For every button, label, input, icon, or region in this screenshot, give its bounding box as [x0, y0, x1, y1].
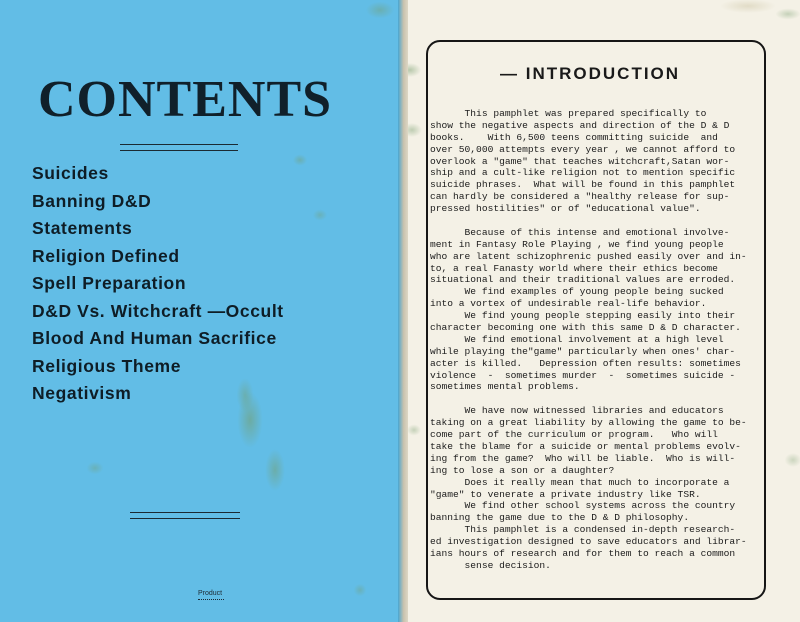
introduction-line: situational and their traditional values are erroded.	[430, 274, 736, 286]
contents-item: D&D Vs. Witchcraft —Occult	[32, 300, 284, 321]
introduction-body	[430, 108, 764, 572]
introduction-line: who are latent schizophrenic pushed easily over and in-	[430, 250, 747, 262]
introduction-line: sometimes mental problems.	[430, 381, 580, 393]
introduction-line: This pamphlet was prepared specifically to	[430, 108, 707, 119]
introduction-line: sense decision.	[430, 559, 551, 571]
paragraph-gap	[430, 215, 764, 227]
introduction-line: "game" to venerate a private industry like TSR.	[430, 488, 701, 500]
contents-list	[32, 160, 392, 408]
introduction-line: while playing the"game" particularly when ones' char-	[430, 345, 736, 357]
introduction-line: into a vortex of undesirable real-life behavior.	[430, 298, 707, 310]
introduction-line: books. With 6,500 teens committing suicide and	[430, 131, 718, 143]
contents-item: Religion Defined	[32, 245, 180, 266]
introduction-line: suicide phrases. What will be found in this pamphlet	[430, 179, 736, 191]
introduction-line: show the negative aspects and direction of the D & D	[430, 119, 730, 131]
contents-item: Religious Theme	[32, 355, 182, 376]
introduction-line: overlook a "game" that teaches witchcraft,Satan wor-	[430, 155, 730, 167]
product-mark-underline	[198, 599, 224, 602]
contents-title: CONTENTS	[38, 71, 333, 128]
contents-item: Negativism	[32, 383, 132, 403]
introduction-line: ship and a cult-like religion not to mention specific	[430, 167, 736, 179]
product-mark-label: Product	[198, 590, 223, 597]
introduction-line: We have now witnessed libraries and educators	[430, 405, 724, 417]
introduction-line: ment in Fantasy Role Playing , we find young people	[430, 238, 724, 250]
introduction-line: violence - sometimes murder - sometimes suicide -	[430, 369, 736, 381]
contents-item: Suicides	[32, 163, 109, 183]
introduction-line: come part of the curriculum or program. Who will	[430, 429, 718, 441]
contents-item: Spell Preparation	[32, 273, 187, 293]
contents-item: Statements	[32, 218, 133, 238]
introduction-line: acter is killed. Depression often results: sometimes	[430, 357, 741, 369]
title-divider	[120, 144, 238, 151]
introduction-line: to, a real Fanasty world where their ethics become	[430, 262, 718, 274]
product-mark	[198, 590, 224, 602]
introduction-line: This pamphlet is a condensed in-depth research-	[430, 524, 736, 536]
contents-item: Banning D&D	[32, 190, 152, 211]
introduction-line: banning the game due to the D & D philosophy.	[430, 512, 690, 524]
introduction-line: pressed hostilities" or of "educational value".	[430, 203, 701, 215]
introduction-line: We find other school systems across the country	[430, 500, 736, 512]
contents-item: Blood And Human Sacrifice	[32, 328, 277, 348]
introduction-line: Because of this intense and emotional involve-	[430, 226, 730, 238]
paragraph-gap	[430, 393, 764, 405]
introduction-line: over 50,000 attempts every year , we cannot afford to	[430, 143, 736, 155]
introduction-line: ing to lose a son or a daughter?	[430, 464, 615, 476]
introduction-line: character becoming one with this same D & D character.	[430, 322, 741, 334]
introduction-line: We find examples of young people being sucked	[430, 286, 724, 298]
introduction-heading: — INTRODUCTION	[500, 64, 681, 83]
introduction-line: We find young people stepping easily into their	[430, 310, 736, 322]
introduction-line: We find emotional involvement at a high level	[430, 333, 724, 345]
introduction-line: can hardly be considered a "healthy release for sup-	[430, 191, 730, 203]
introduction-line: ing from the game? Who will be liable. Who is will-	[430, 452, 736, 464]
contents-divider	[130, 512, 240, 519]
introduction-line: ed investigation designed to save educators and librar-	[430, 536, 747, 548]
introduction-line: Does it really mean that much to incorporate a	[430, 476, 730, 488]
introduction-line: take the blame for a suicide or mental problems evolv-	[430, 440, 741, 452]
introduction-line: ians hours of research and for them to reach a common	[430, 547, 736, 559]
introduction-line: taking on a great liability by allowing the game to be-	[430, 417, 747, 429]
